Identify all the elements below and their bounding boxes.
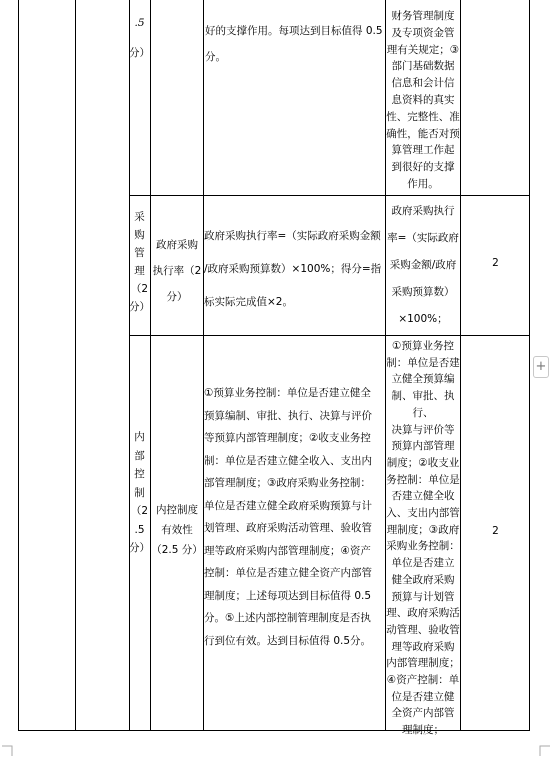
rule-line: 单位是否建立健全政府采购预算与计 <box>204 499 372 512</box>
indicator-line: 有效性 <box>161 524 193 536</box>
score-cell: 2 <box>492 525 499 537</box>
category-line: 采 <box>134 211 145 223</box>
scoring-line: 到很好的支撑 <box>391 161 455 174</box>
scoring-line: 务控制：单位是 <box>386 473 460 486</box>
scoring-line: 确性，能否对预 <box>386 127 460 140</box>
scoring-line: ④资产控制：单 <box>386 674 460 687</box>
category-cell <box>129 16 150 62</box>
scoring-line: 息资料的真实 <box>391 93 455 106</box>
scoring-cell <box>386 338 460 739</box>
category-line: （2 <box>130 505 149 517</box>
indicator-line: 执行率（2 <box>152 265 202 277</box>
scoring-line: 理制度； <box>402 724 444 737</box>
category-line: 部 <box>134 449 145 462</box>
scoring-line: 采购预算数） <box>391 286 455 298</box>
scoring-line: 理等政府采购 <box>391 640 455 653</box>
scoring-line: ×100%； <box>398 313 448 325</box>
rule-line: 控制：单位是否建立健全资产内部管 <box>204 567 372 579</box>
scoring-line: 性、完整性、准 <box>386 110 460 123</box>
scoring-line: 全资产内部管 <box>391 707 455 720</box>
scoring-line: 健全政府采购 <box>391 573 455 586</box>
rule-line: ①预算业务控制：单位是否建立健全 <box>204 387 371 399</box>
rule-line: /政府采购预算数）×100%；得分=指 <box>204 263 382 275</box>
rule-line: 行到位有效。达到目标值得 0.5分。 <box>204 634 372 647</box>
scoring-line: 部门基础数据 <box>391 60 455 73</box>
rule-line: 理制度；上述每项达到目标值得 0.5 <box>204 589 372 602</box>
expand-button[interactable]: + <box>533 356 549 378</box>
rule-cell <box>204 382 387 652</box>
table-row-internal-control <box>129 336 531 737</box>
scoring-line: 财务管理制度 <box>391 10 455 22</box>
scoring-line: 否建立健全收 <box>391 490 455 503</box>
scoring-line: 及专项资金管 <box>391 26 455 39</box>
scoring-line: ①预算业务控 <box>392 340 454 352</box>
indicator-line: 分） <box>166 291 188 303</box>
scoring-line: 理有关规定；③ <box>386 43 460 56</box>
indicator-line: 政府采购 <box>156 239 198 251</box>
scoring-line: 位是否建立健 <box>391 690 455 703</box>
scoring-cell <box>386 198 460 333</box>
rule-cell <box>204 220 387 319</box>
scoring-line: 理、政府采购活 <box>386 607 460 620</box>
scoring-line: 作用。 <box>407 177 439 190</box>
table-border-left <box>18 0 19 731</box>
page-corner-mark <box>2 746 14 758</box>
category-line: 理 <box>134 265 145 277</box>
category-text: .5 <box>134 17 145 29</box>
category-line: （2 <box>130 283 149 295</box>
table-row-procurement <box>129 196 531 335</box>
category-line: 控 <box>134 468 145 480</box>
rule-cell <box>205 18 387 70</box>
scoring-line: 政府采购执行 <box>391 205 455 217</box>
page-corner-mark <box>538 746 550 758</box>
category-cell <box>129 428 150 558</box>
rule-line: 理等政府采购内部管理制度；④资产 <box>204 544 371 557</box>
category-line: 分） <box>129 301 150 313</box>
scoring-line: 采购业务控制： <box>386 540 460 553</box>
rule-line: 分。⑤上述内部控制管理制度是否执 <box>204 612 371 624</box>
rule-line: 预算编制、审批、执行、决算与评价 <box>204 409 372 422</box>
scoring-line: 入、支出内部管 <box>386 507 460 520</box>
rule-text: 好的支撑作用。每项达到目标值得 0.5 <box>205 25 383 37</box>
indicator-line: （2.5 分） <box>151 544 203 556</box>
scoring-line: 率=（实际政府 <box>387 232 459 244</box>
scoring-line: 单位是否建立 <box>391 557 455 570</box>
table-row-continued <box>129 0 531 195</box>
scoring-line: 预算与计划管 <box>391 590 455 603</box>
scoring-line: 制：单位是否建 <box>386 356 460 369</box>
indicator-line: 内控制度 <box>156 504 198 516</box>
rule-line: 政府采购执行率=（实际政府采购金额 <box>204 230 381 242</box>
scoring-line: 理制度；③政府 <box>386 523 460 536</box>
scoring-line: 内部管理制度； <box>386 657 460 670</box>
rule-line: 划管理、政府采购活动管理、验收管 <box>204 522 372 534</box>
rule-line: 标实际完成值×2。 <box>204 296 293 308</box>
rule-text: 分。 <box>205 51 226 63</box>
column-divider <box>75 0 76 731</box>
category-line: 制 <box>134 486 145 499</box>
rule-line: 部管理制度；③政府采购业务控制： <box>204 477 371 489</box>
scoring-line: 采购金额/政府 <box>389 259 457 271</box>
indicator-cell <box>151 500 203 560</box>
category-line: 管 <box>134 247 145 259</box>
category-cell <box>129 208 150 316</box>
indicator-cell <box>151 232 203 310</box>
category-line: 购 <box>134 229 145 241</box>
scoring-line: 立健全预算编 <box>391 373 455 386</box>
scoring-line: 制度；②收支业 <box>386 456 460 469</box>
score-cell: 2 <box>492 257 499 269</box>
category-line: 内 <box>134 431 145 443</box>
scoring-line: 动管理、验收管 <box>386 623 460 636</box>
rule-line: 制：单位是否建立健全收入、支出内 <box>204 454 372 467</box>
scoring-line: 信息和会计信 <box>391 77 455 90</box>
scoring-line: 制、审批、执行、 <box>391 390 455 419</box>
rule-line: 等预算内部管理制度；②收支业务控 <box>204 432 371 444</box>
scoring-line: 预算内部管理 <box>391 440 455 453</box>
category-line: 分） <box>129 542 150 554</box>
scoring-line: 算管理工作起 <box>391 144 455 157</box>
scoring-line: 决算与评价等 <box>391 423 455 436</box>
category-text: 分） <box>129 46 150 59</box>
category-line: .5 <box>134 523 145 536</box>
scoring-cell <box>386 8 460 193</box>
